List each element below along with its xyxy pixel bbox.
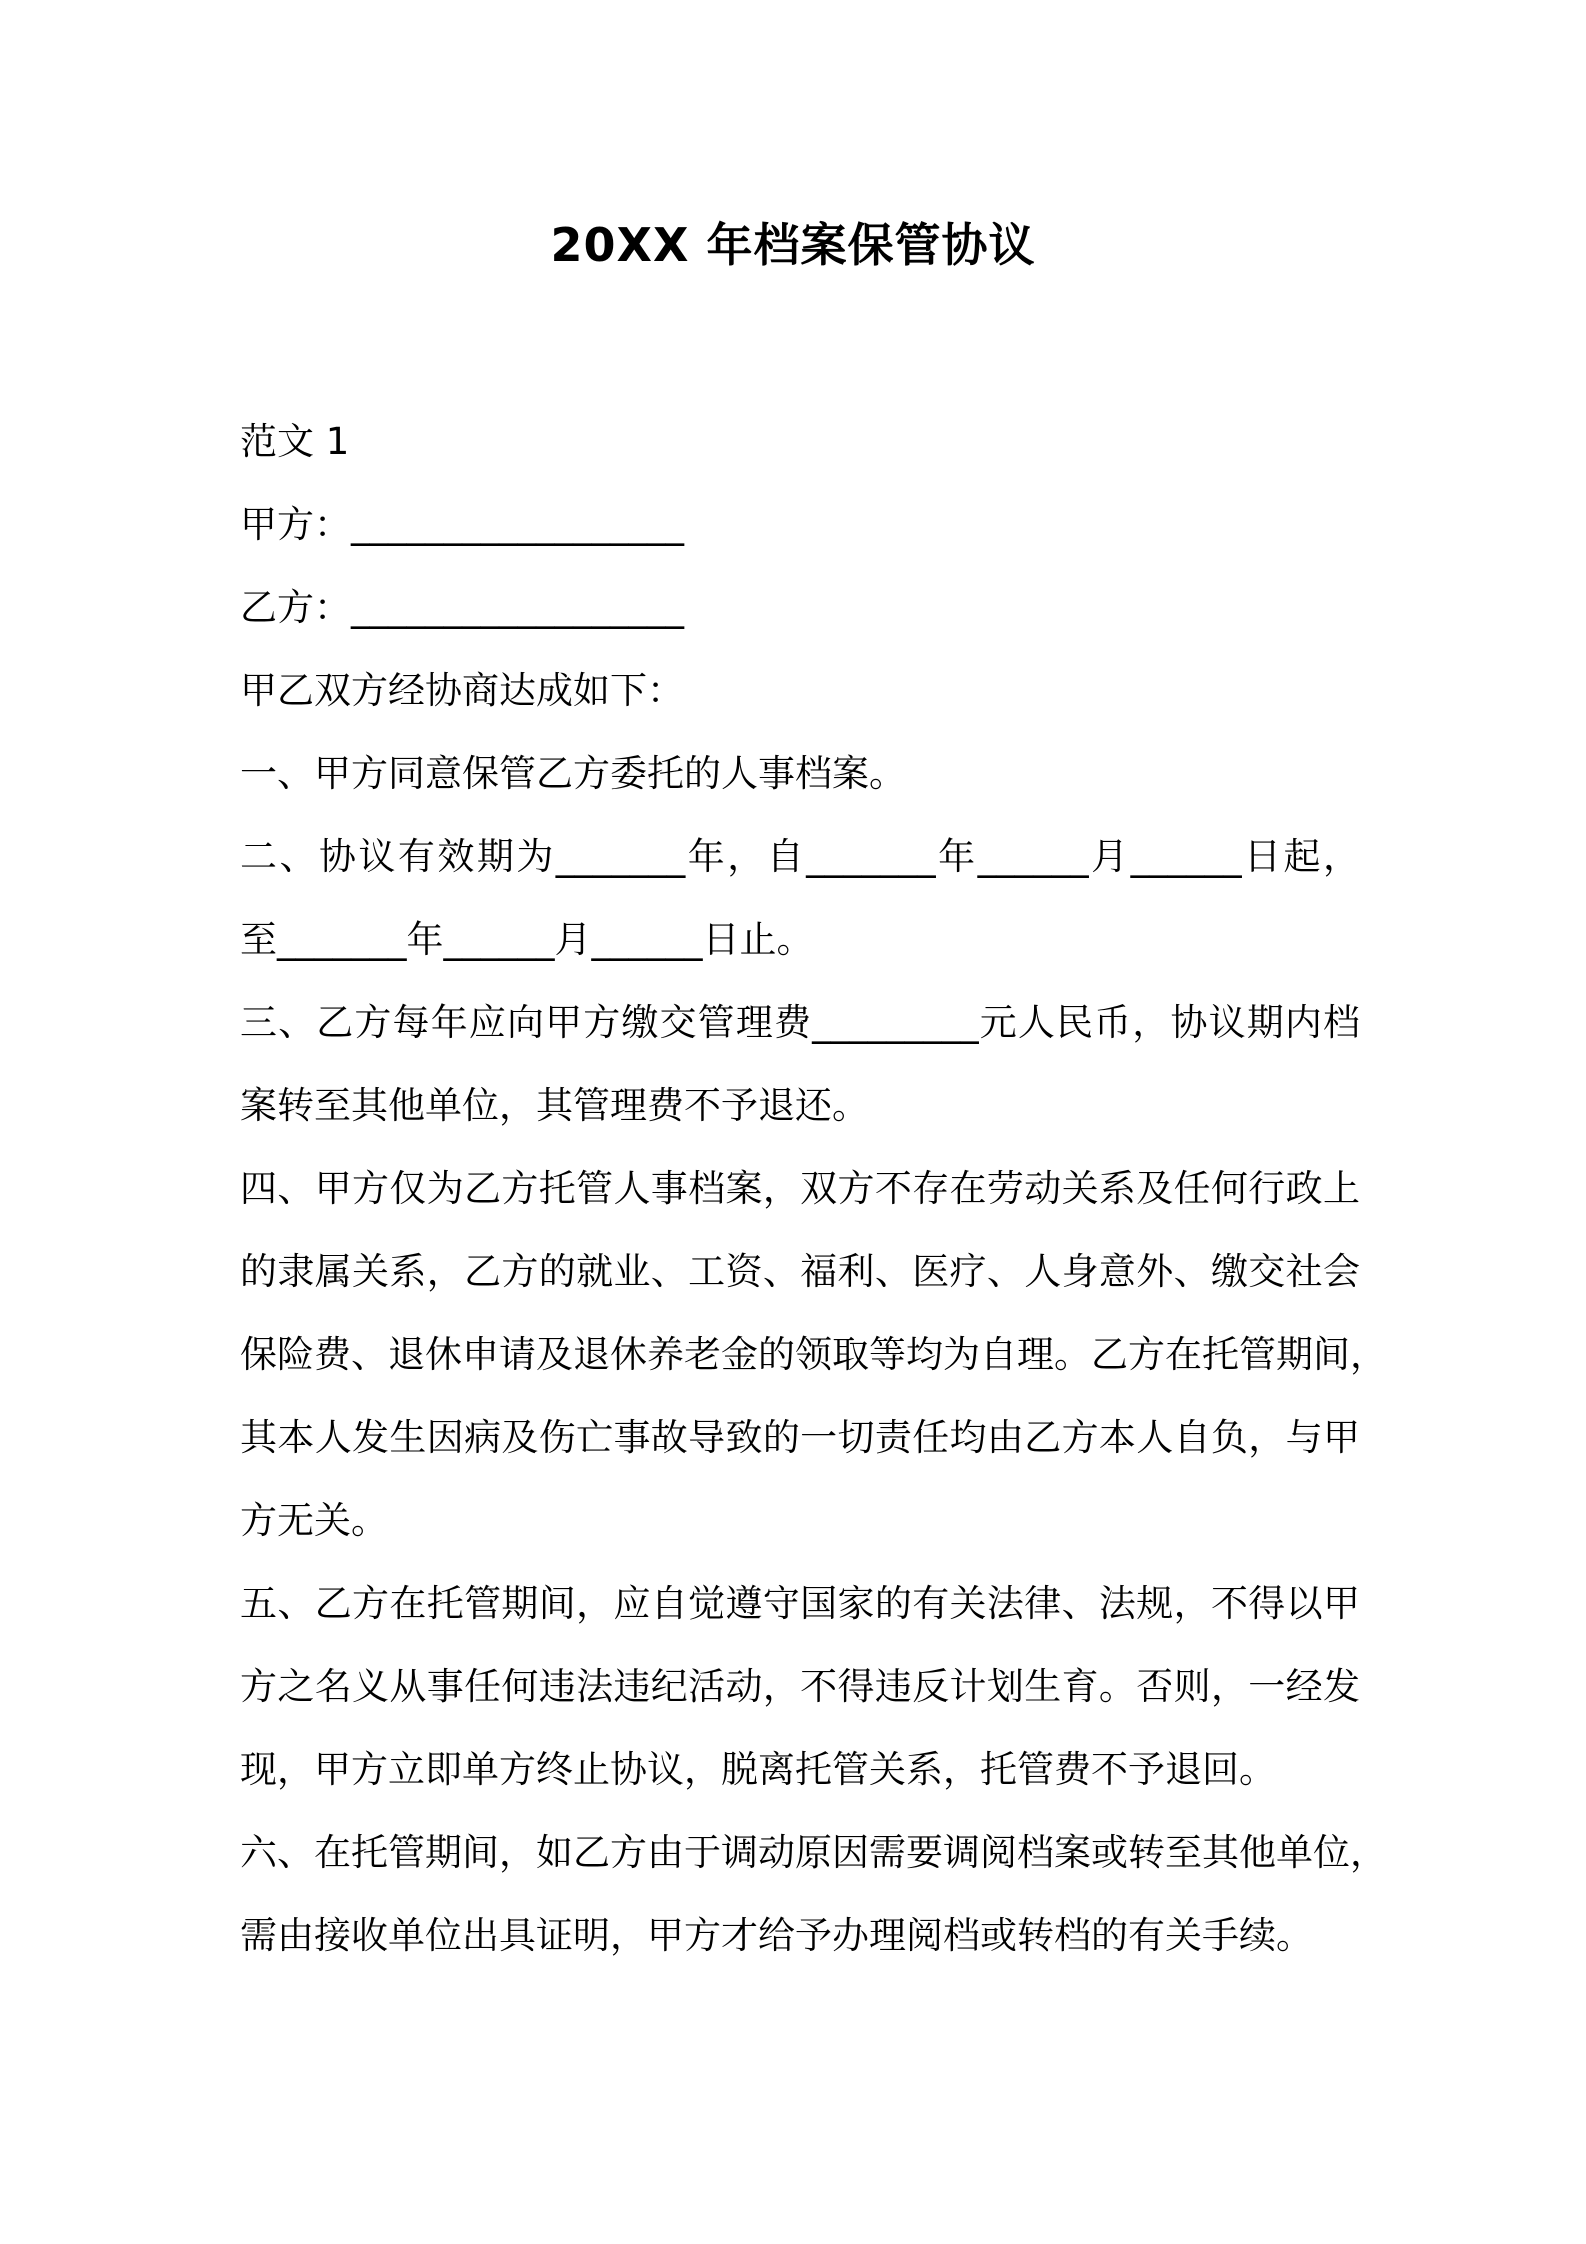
document-body <box>240 400 1387 1977</box>
clause-5-line-2: 方之名义从事任何违法违纪活动，不得违反计划生育。否则，一经发 <box>240 1665 1360 1708</box>
agreement-intro: 甲乙双方经协商达成如下： <box>240 669 684 712</box>
clause-1-line-1: 一、甲方同意保管乙方委托的人事档案。 <box>240 752 906 795</box>
clause-4-line-3: 保险费、退休申请及退休养老金的领取等均为自理。乙方在托管期间， <box>240 1333 1387 1376</box>
document-title: 20XX 年档案保管协议 <box>550 218 1036 272</box>
clause-2-line-2: 至_______年______月______日止。 <box>240 918 814 961</box>
party-a-line: 甲方：__________________ <box>240 503 684 546</box>
clause-3-line-1: 三、乙方每年应向甲方缴交管理费_________元人民币，协议期内档 <box>240 1001 1360 1044</box>
clause-6-line-2: 需由接收单位出具证明，甲方才给予办理阅档或转档的有关手续。 <box>240 1914 1313 1957</box>
clause-4-line-4: 其本人发生因病及伤亡事故导致的一切责任均由乙方本人自负，与甲 <box>240 1416 1360 1459</box>
clause-6-line-1: 六、在托管期间，如乙方由于调动原因需要调阅档案或转至其他单位， <box>240 1831 1387 1874</box>
clause-5-line-1: 五、乙方在托管期间，应自觉遵守国家的有关法律、法规，不得以甲 <box>240 1582 1360 1625</box>
sample-label: 范文 1 <box>240 420 350 463</box>
clause-4-line-1: 四、甲方仅为乙方托管人事档案，双方不存在劳动关系及任何行政上 <box>240 1167 1360 1210</box>
clause-3-line-2: 案转至其他单位，其管理费不予退还。 <box>240 1084 869 1127</box>
clause-4-line-2: 的隶属关系，乙方的就业、工资、福利、医疗、人身意外、缴交社会 <box>240 1250 1360 1293</box>
clause-4-line-5: 方无关。 <box>240 1499 388 1542</box>
clause-2-line-1: 二、协议有效期为_______年，自_______年______月______日起， <box>240 835 1360 878</box>
party-b-line: 乙方：__________________ <box>240 586 684 629</box>
clause-5-line-3: 现，甲方立即单方终止协议，脱离托管关系，托管费不予退回。 <box>240 1748 1276 1791</box>
